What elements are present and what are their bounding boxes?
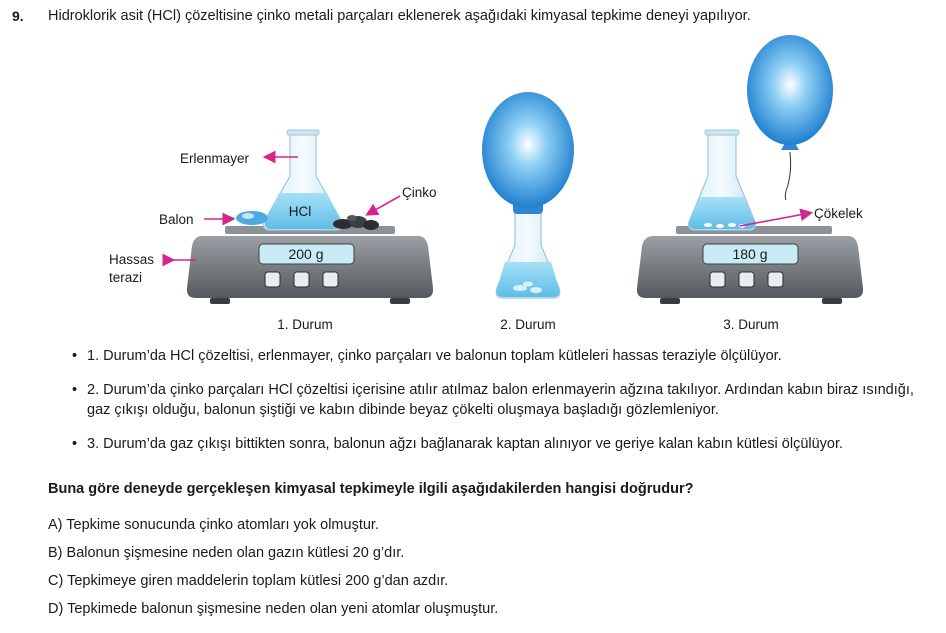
observation-item: • 1. Durum’da HCl çözeltisi, erlenmayer, çinko parçaları ve balonun toplam kütleleri hassas teraziyle ölçülüyor. [72, 346, 940, 366]
state-1 [109, 130, 437, 332]
answer-options [48, 515, 498, 627]
caption-state-1: 1. Durum [277, 317, 333, 332]
scale-label-line1: Hassas [109, 252, 155, 267]
observation-item: • 2. Durum’da çinko parçaları HCl çözeltisi içerisine atılır atılmaz balon erlenmayerin ağzına takılıyor. Ardından kabın biraz ısındığı, gaz çıkışı olduğu, balonun şiştiği ve kabın dibinde beyaz çökelti oluşmaya başladığı gözlemleniyor. [72, 380, 940, 420]
scale-1 [187, 226, 433, 304]
state-3 [637, 35, 863, 332]
hcl-label: HCl [288, 204, 312, 219]
caption-state-3: 3. Durum [723, 317, 779, 332]
balloon-label: Balon [159, 212, 194, 227]
erlenmeyer-label: Erlenmayer [180, 151, 250, 166]
observation-item: • 3. Durum’da gaz çıkışı bittikten sonra, balonun ağzı bağlanarak kaptan alınıyor ve geriye kalan kabın kütlesi ölçülüyor. [72, 434, 940, 454]
option-d[interactable]: D) Tepkimede balonun şişmesine neden olan yeni atomlar oluşmuştur. [48, 601, 499, 617]
balloon-deflated [227, 211, 268, 225]
zinc-arrow [368, 196, 400, 214]
question-text: Hidroklorik asit (HCl) çözeltisine çinko metali parçaları eklenerek aşağıdaki kimyasal tepkime deneyi yapılıyor. [48, 8, 751, 24]
precipitate-label: Çökelek [814, 206, 863, 221]
option-c[interactable]: C) Tepkimeye giren maddelerin toplam kütlesi 200 g’dan azdır. [48, 573, 449, 589]
scale-3-display: 180 g [732, 246, 768, 262]
option-b[interactable]: B) Balonun şişmesine neden olan gazın kütlesi 20 g’dır. [48, 545, 405, 561]
erlenmeyer-flask-1 [264, 130, 343, 230]
balloon-inflated-3 [747, 35, 833, 200]
erlenmeyer-flask-3 [689, 130, 756, 230]
scale-label-line2: terazi [109, 270, 143, 285]
observation-list [72, 346, 940, 468]
erlenmeyer-flask-2 [496, 212, 560, 298]
scale-3 [637, 226, 863, 304]
balloon-inflated-2 [482, 92, 574, 214]
scale-1-display: 200 g [288, 246, 324, 262]
question-stem: Buna göre deneyde gerçekleşen kimyasal tepkimeyle ilgili aşağıdakilerden hangisi doğrudur? [48, 481, 694, 497]
option-a[interactable]: A) Tepkime sonucunda çinko atomları yok olmuştur. [48, 517, 379, 533]
caption-state-2: 2. Durum [500, 317, 556, 332]
state-2 [482, 92, 574, 332]
zinc-label: Çinko [402, 185, 437, 200]
experiment-figure [0, 35, 946, 340]
question-number: 9. [12, 8, 24, 24]
